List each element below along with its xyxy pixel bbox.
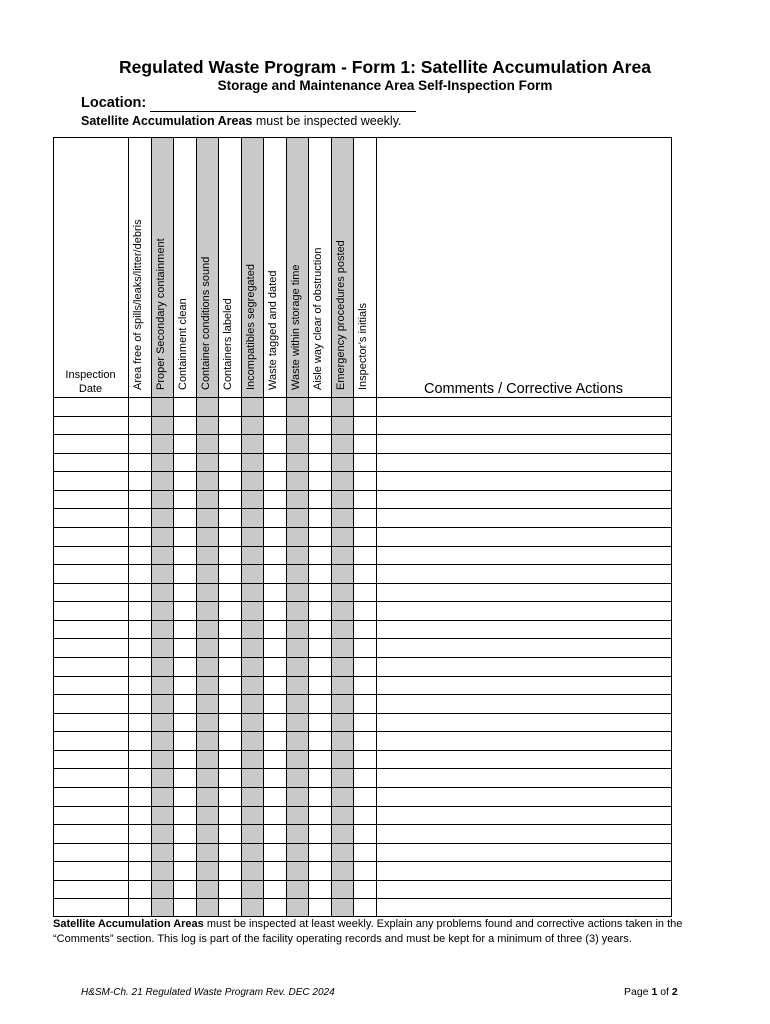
page-of: of	[657, 986, 672, 998]
page-total: 2	[671, 986, 678, 998]
location-blank-line[interactable]	[150, 97, 416, 112]
location-label: Location:	[81, 95, 147, 111]
inspection-table	[53, 137, 672, 917]
check-column-header: Emergency procedures posted	[334, 240, 347, 390]
check-column-header: Waste within storage time	[289, 264, 302, 390]
form-title: Regulated Waste Program - Form 1: Satellite Accumulation Area	[119, 57, 651, 77]
check-column-header: Inspector’s initials	[357, 302, 370, 390]
page-current: 1	[651, 986, 658, 998]
table-frame	[53, 137, 672, 917]
check-column-header: Area free of spills/leaks/litter/debris	[132, 219, 145, 390]
comments-header: Comments / Corrective Actions	[423, 381, 624, 397]
revision-text: H&SM-Ch. 21 Regulated Waste Program Rev. DEC 2024	[81, 987, 335, 998]
weekly-note	[81, 113, 402, 129]
weekly-note-text: must be inspected weekly.	[252, 114, 402, 128]
location-field	[81, 94, 416, 112]
check-column-header: Containers labeled	[222, 298, 235, 390]
check-column-header: Waste tagged and dated	[267, 270, 280, 390]
form-subtitle: Storage and Maintenance Area Self-Inspection Form	[217, 78, 553, 93]
footer-note	[53, 917, 717, 947]
footer-note-bold: Satellite Accumulation Areas	[53, 918, 204, 930]
check-column-header: Proper Secondary containment	[154, 238, 167, 390]
check-column-header: Containment clean	[177, 298, 190, 390]
inspection-date-header-line1: Inspection	[65, 369, 116, 381]
check-column-header: Container conditions sound	[199, 256, 212, 390]
check-column-header: Incompatibles segregated	[244, 264, 257, 390]
page-prefix: Page	[624, 986, 652, 998]
inspection-date-header-line2: Date	[78, 383, 103, 395]
check-column-header: Aisle way clear of obstruction	[312, 247, 325, 390]
footer-note-text: must be inspected at least weekly. Explain any problems found and corrective actions taken in the “Comments” section. This log is part of the facility operating records and must be kept for a minimum of three (3) years.	[53, 918, 683, 945]
page-number	[624, 986, 678, 999]
weekly-note-bold: Satellite Accumulation Areas	[81, 114, 253, 128]
